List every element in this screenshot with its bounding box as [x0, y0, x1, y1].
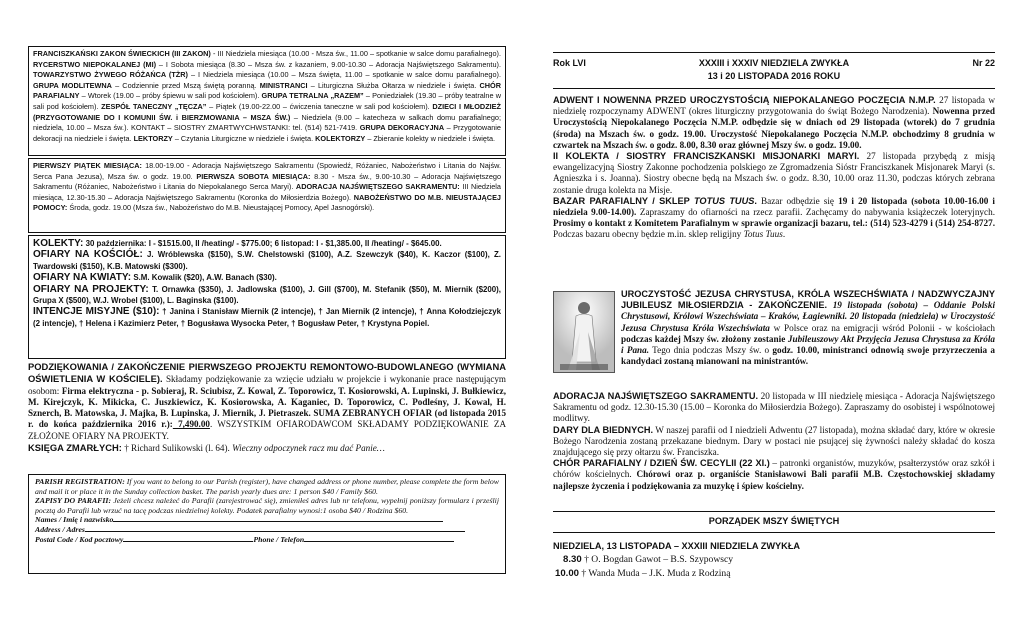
- bulletin-header: [553, 52, 995, 85]
- second-collection: II KOLEKTA / SIOSTRY FRANCISZKANSKI MISJONARKI MARYI. 27 listopada przybędą z misją ewangelizacyjną Siostry Zakonne pochodzenia polskiego ze Zgromadzenia Sióstr Franciszkanek Misjonarek Maryi (s. Agnieszka i s. Joanna). Siostry obecne będą na Mszach św. o godz. 8.30, 10.00 oraz 11.30, podczas których zebrana zostanie druga kolekta na Misje.: [553, 151, 995, 195]
- postal-code-label: Postal Code / Kod pocztowy: [35, 534, 124, 544]
- mass-time: 10.00: [555, 568, 580, 579]
- divine-mercy-image: [553, 291, 615, 373]
- parish-bazaar: BAZAR PARAFIALNY / SKLEP TOTUS TUUS. Bazar odbędzie się 19 i 20 listopada (sobota 10.00-16.00 i niedziela 9.00-14.00). Zapraszamy do ofiarności na rzecz parafii. Zachęcamy do nabywania książeczek loteryjnych. Prosimy o kontakt z Komitetem Parafialnym w sprawie organizacji bazaru, tel.: (514) 523-4279 i (514) 254-8727. Podczas bazaru obecny będzie m.in. sklep religijny Totus Tuus.: [553, 195, 995, 240]
- flowers-offerings-entry: OFIARY NA KWIATY: S.M. Kowalik ($20), A.W. Banach ($30).: [33, 272, 277, 284]
- mass-time: 8.30: [563, 554, 582, 565]
- names-label: Names / Imię i nazwisko: [35, 515, 114, 525]
- bulletin-date: 13 i 20 LISTOPADA 2016 ROKU: [707, 71, 841, 81]
- volume-label: Rok LVI: [553, 58, 586, 68]
- registration-box: PARISH REGISTRATION: If you want to belong to our Parish (register), have changed address or phone number, please complete the form below and mail it or place it in the Sunday collection basket. The parish yearly dues are: 1 person $40 / Family $60. ZAPISY DO PARAFII: Jeżeli chcesz należeć do Parafii (zarejestrować się), zmieniłeś adres lub nr telefonu, wypełnij poniższy formularz i prześlij pocztą do Parafii lub wrzuć na tacę podczas niedzielnej kolekty. Podatek parafialny wynosi:1 osoba $40 / Rodzina $60. Names / Imię i nazwisko Address / Adres Postal Code / Kod pocztowy Phone / Telefon: [28, 474, 506, 574]
- masses-bottom-rule: [553, 532, 995, 533]
- christ-the-king: UROCZYSTOŚĆ JEZUSA CHRYSTUSA, KRÓLA WSZECHŚWIATA / NADZWYCZAJNY JUBILEUSZ MIŁOSIERDZIA - ZAKOŃCZENIE. 19 listopada (sobota) – Oddanie Polski Chrystusowi, Królowi Wszechświata – Kraków, Łagiewniki. 20 listopada (niedziela) w Uroczystość Jezusa Chrystusa Króla Wszechświata w Polsce oraz na emigracji wśród Polonii - w kościołach podczas każdej Mszy św. złożony zostanie Jubileuszowy Akt Przyjęcia Jezusa Chrystusa za Króla i Pana. Tego dnia podczas Mszy św. o godz. 10.00, ministranci odnowią swoje przyrzeczenia a kandydaci zostaną mianowani na ministrantów.: [621, 289, 995, 367]
- parish-groups-box: FRANCISZKAŃSKI ZAKON ŚWIECKICH (III ZAKON) - III Niedziela miesiąca (10.00 - Msza św., 11.00 – spotkanie w salce domu parafialnego). RYCERSTWO NIEPOKALANEJ (MI) – I Sobota miesiąca (8.30 – Msza św. z kazaniem, 9.00-10.30 – Adoracja Najświętszego Sakramentu). TOWARZYSTWO ŻYWEGO RÓŻAŃCA (TŻR) – I Niedziela miesiąca (10.00 – Msza święta, 11.00 – spotkanie w salce domu parafialnego). GRUPA MODLITEWNA – Codziennie przed Mszą świętą poranną. MINISTRANCI – Liturgiczna Służba Ołtarza w niedziele i święta. CHÓR PARAFIALNY – Wtorek (19.00 – próby śpiewu w sali pod kościołem). GRUPA TETRALNA „RAZEM” – Poniedziałek (19.30 – próby teatralne w sali pod kościołem). ZESPÓŁ TANECZNY „TĘCZA” – Piątek (19.00-22.00 – ćwiczenia taneczne w sali pod kościołem). DZIECI I MŁODZIEŻ (PRZYGOTOWANIE DO I KOMUNII ŚW. i BIERZMOWANIA – MSZA ŚW.) – Niedziela (9.00 – katecheza w salkach domu parafialnego; niedziela, 10.00 – Msza św.). KONTAKT – SIOSTRY ZMARTWYCHWSTANKI: tel. (514) 521-7419. GRUPA DEKORACYJNA – Przygotowanie dekoracji na niedziele i święta. LEKTORZY – Czytania Liturgiczne w niedziele i święta. KOLEKTORZY – Zbieranie kolekty w niedziele i święta.: [28, 46, 506, 156]
- mission-intentions-entry: INTENCJE MISYJNE ($10): † Janina i Stanisław Miernik (2 intencje), † Jan Miernik (2 intencje), † Anna Kołodziejczyk (2 intencje), † Helena i Kazimierz Peter, † Bogusława Wysocka Peter, † Bogusław Peter, † Krystyna Popiel.: [33, 306, 502, 328]
- thanks-heading: PODZIĘKOWANIA / ZAKOŃCZENIE PIERWSZEGO PROJEKTU REMONTOWO-BUDOWLANEGO (WYMIANA OŚWIETLENIA W KOŚCIELE).: [28, 361, 506, 385]
- adoration: ADORACJA NAJŚWIĘTSZEGO SAKRAMENTU. 20 listopada w III niedzielę miesiąca - Adoracja Najświętszego Sakramentu od godz. 12.30-15.30 (15.00 – Koronka do Miłosierdzia Bożego). Zapraszamy do osobistej i wspólnotowej modlitwy.: [553, 391, 995, 424]
- divine-mercy-figure-icon: [554, 292, 614, 372]
- thanks-section: PODZIĘKOWANIA / ZAKOŃCZENIE PIERWSZEGO PROJEKTU REMONTOWO-BUDOWLANEGO (WYMIANA OŚWIETLENIA W KOŚCIELE). Składamy podziękowanie za wzięcie udziału w projekcie i wykonanie prace następującym osobom: Firma elektryczna - p. Sobieraj, R. Sciubisz, Z. Kowal, Z. Toporowicz, T. Kosiorowski, A. Lupinski, J. Bułkiewicz, M. Kirejczyk, K. Mikicka, C. Juszkiewicz, K. Kosiorowska, A. Kaganiec, D. Toporowicz, C. Podleśny, J. Kowal, H. Sznerch, B. Matowska, J. Majka, B. Lupinska, J. Miernik, J. Pietraszek. SUMA ZEBRANYCH OFIAR (od listopada 2015 r. do końca października 2016 r.): 7,490.00. WSZYSTKIM OFIARODAWCOM SKŁADAMY PODZIĘKOWANIE ZA ZŁOŻONE OFIARY NA PROJEKTY. KSIĘGA ZMARŁYCH: † Richard Sulikowski (l. 64). Wieczny odpoczynek racz mu dać Panie…: [28, 361, 507, 454]
- header-top-rule: [553, 52, 995, 53]
- mass-intention: † Wanda Muda – J.K. Muda z Rodziną: [579, 568, 731, 579]
- names-line[interactable]: [113, 521, 443, 522]
- masses-list: [553, 540, 995, 581]
- address-line[interactable]: [85, 531, 465, 532]
- church-offerings-entry: OFIARY NA KOŚCIÓŁ: J. Wróblewska ($150), S.W. Chelstowski ($100), A.Z. Szewczyk ($40), K. Kaczor ($100), Z. Twardowski ($150), K.B. Matowski ($300).: [33, 249, 501, 271]
- header-bottom-rule: [553, 88, 995, 89]
- parish-choir: CHÓR PARAFIALNY / DZIEŃ ŚW. CECYLII (22 XI.) – patronki organistów, muzyków, psałterzystów oraz szkół i chórów kościelnych. Chórowi oraz p. organiście Stanisławowi Bali parafii M.B. Częstochowskiej składamy najlepsze życzenia i podziękowania za muzykę i śpiew kościelny.: [553, 458, 995, 491]
- announcements: [553, 95, 995, 241]
- right-column: [553, 0, 995, 622]
- address-label: Address / Adres: [35, 524, 85, 534]
- mass-entry: [553, 567, 995, 581]
- book-of-deceased: KSIĘGA ZMARŁYCH: † Richard Sulikowski (l. 64). Wieczny odpoczynek racz mu dać Panie…: [28, 442, 385, 454]
- phone-line[interactable]: [304, 541, 454, 542]
- issue-number: Nr 22: [972, 58, 995, 68]
- masses-top-rule: [553, 511, 995, 512]
- gifts-for-poor: DARY DLA BIEDNYCH. W naszej parafii od I niedzieli Adwentu (27 listopada), można składać dary, które w okresie Bożego Narodzenia zostaną przekazane biednym. Dary w postaci nie psującej się żywności należy składać do kosza znajdującego się przy ołtarzu św. Franciszka.: [553, 424, 995, 458]
- bulletin-title: XXXIII i XXXIV NIEDZIELA ZWYKŁA: [698, 58, 850, 68]
- projects-offerings-entry: OFIARY NA PROJEKTY: T. Ornawka ($350), J. Jadlowska ($100), J. Gill ($700), M. Stefanik ($50), M. Miernik ($200), Grupa X ($500), W.J. Wrobel ($100), L. Baginska ($100).: [33, 283, 501, 306]
- collections-entry: KOLEKTY: 30 października: I - $1515.00, II /heating/ - $775.00; 6 listopad: I - $1,385.00, II /heating/ - $645.00.: [33, 238, 442, 249]
- postal-code-line[interactable]: [123, 541, 253, 542]
- devotions-box: PIERWSZY PIĄTEK MIESIĄCA: 18.00-19.00 - Adoracja Najświętszego Sakramentu (Spowiedź, Różaniec, Nabożeństwo i Litania do Najśw. Serca Pana Jezusa), Msza św. o godz. 19.00. PIERWSZA SOBOTA MIESIĄCA: 8.30 - Msza św., 9.00-10.30 – Adoracja Najświętszego Sakramentu (Różaniec, Nabożeństwo i Litania do Niepokalanego Serca Maryi). ADORACJA NAJŚWIĘTSZEGO SAKRAMENTU: III Niedziela miesiąca, 12.30-15.30 – Adoracja Najświętszego Sakramentu (Koronka do Miłosierdzia Bożego). NABOŻEŃSTWO DO M.B. NIEUSTAJĄCEJ POMOCY: Środa, godz. 19.00 (Msza św., Nabożeństwo do M.B. Nieustającej Pomocy, Apel Jasnogórski).: [28, 158, 506, 233]
- advent-novena: ADWENT I NOWENNA PRZED UROCZYSTOŚCIĄ NIEPOKALANEGO POCZĘCIA N.M.P. 27 listopada w niedzielę rozpoczynamy ADWENT (okres liturgiczny przygotowania do świąt Bożego Narodzenia). Nowenna przed Uroczystością Niepokalanego Poczęcia N.M.P. odbędzie się w dniach od 29 listopada (wtorek) do 7 grudnia (środa) na Mszach św. o godz. 19.00. Uroczystość Niepokalanego Poczęcia N.M.P. obchodzimy 8 grudnia w czwartek na Mszach św. o godz. 8.00, 8.30 oraz głównej Mszy św. o godz. 19.00.: [553, 95, 995, 150]
- mass-day-heading: NIEDZIELA, 13 LISTOPADA – XXXIII NIEDZIELA ZWYKŁA: [553, 541, 801, 551]
- offerings-box: [28, 235, 506, 359]
- phone-label: Phone / Telefon: [253, 534, 305, 544]
- more-announcements: [553, 391, 995, 492]
- masses-title: PORZĄDEK MSZY ŚWIĘTYCH: [708, 516, 840, 526]
- mass-entry: [553, 553, 995, 567]
- mass-intention: † O. Bogdan Gawot – B.S. Szypowscy: [581, 554, 734, 565]
- left-column: [28, 0, 506, 622]
